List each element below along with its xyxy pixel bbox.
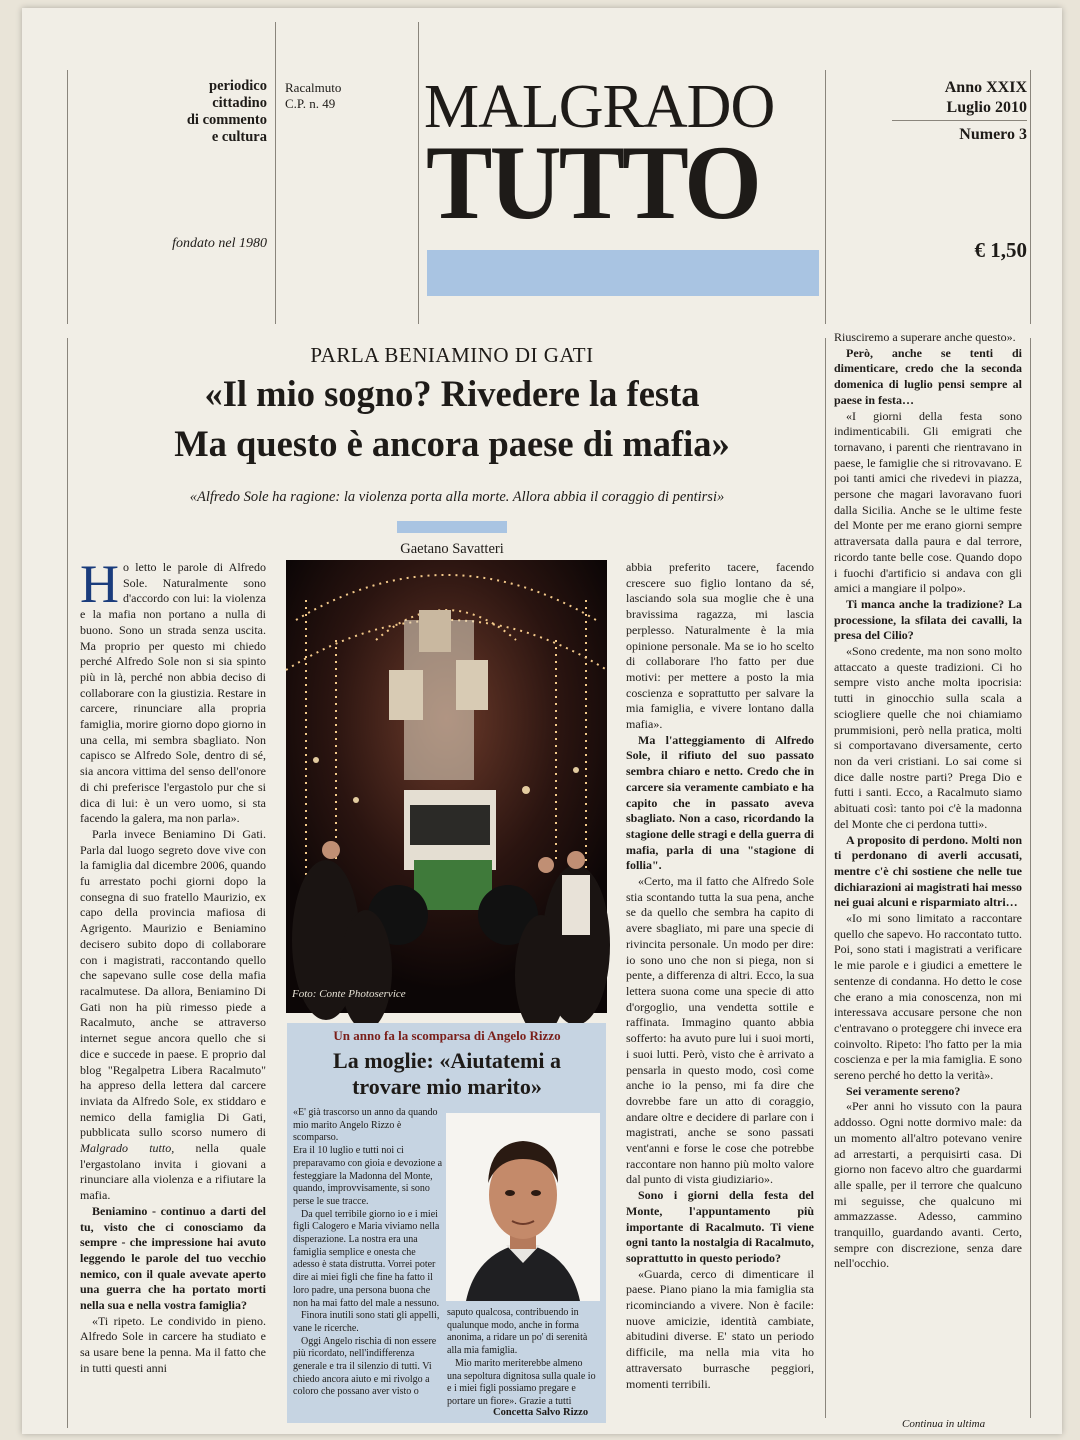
column-rule-right bbox=[1030, 338, 1031, 1418]
masthead-title-line1: MALGRADO bbox=[424, 73, 775, 141]
interview-question: Ti manca anche la tradizione? La processione, la sfilata dei cavalli, la presa del Cilio? bbox=[834, 596, 1022, 643]
article-column-1: Ho letto le parole di Alfredo Sole. Naturalmente sono d'accordo con lui: la violenza e la mafia non portano a nulla di buono. Sono un strada senza uscita. Ma proprio per questo mi chiedo perché Alfredo Sole non si sia spinto più in là, perché non abbia deciso di collaborare con la giustizia. Restare in carcere, rinunciare alla propria famiglia, morire giorno dopo giorno in una cella, mi sembra sbagliato. Non capisco se Alfredo Sole, dentro di sé, sia ancora vittima del senso dell'onore di chi preferisce l'ergastolo pur che si dica di lui: è un vero uomo, si sta facendo la galera, ma non parla». Parla invece Beniamino Di Gati. Parla dal luogo segreto dove vive con la famiglia dal dicembre 2006, quando fu arrestato pochi giorni dopo la consegna di suo fratello Maurizio, ex capo della provincia mafiosa di Agrigento. Maurizio e Beniamino decisero subito dopo di collaborare con i magistrati, raccontando quello che sapevano sulle cose della mafia racalmutese. Da allora, Beniamino Di Gati non ha più rimesso piede a Racalmuto, anche se attraverso internet segue ancora quello che si dice e succede in paese. E proprio dal blog "Regalpetra Libera Racalmuto" ha appreso della lettera dal carcere inviata da Alfredo Sole, ex stiddaro e nemico della famiglia Di Gati, pubblicata sullo scorso numero di Malgrado tutto, nella quale l'ergastolano invita i giovani a rinunciare alla violenza e a rifiutare la mafia. Beniamino - continuo a darti del tu, visto che ci conosciamo da sempre - che impressione hai avuto leggendo le parole del tuo vecchio nemico, con il quale avevate aperto una guerra che ha portato morti nella sua e nella vostra famiglia? «Ti ripeto. Le condivido in pieno. Alfredo Sole in carcere ha studiato e sa usare bene la penna. Ma il fatto che in tutti questi anni bbox=[80, 554, 266, 1375]
interview-question: Sei veramente sereno? bbox=[846, 1083, 961, 1098]
newspaper-page bbox=[22, 8, 1062, 1434]
price: € 1,50 bbox=[974, 238, 1027, 262]
portrait-photo bbox=[446, 1113, 600, 1301]
interview-question: Sono i giorni della festa del Monte, l'appuntamento più importante di Racalmuto. Ti viene ogni tanto la nostalgia di Racalmuto, soprattutto in questo periodo? bbox=[626, 1188, 815, 1265]
portrait-image bbox=[446, 1113, 600, 1301]
header-rule-left bbox=[67, 70, 68, 324]
article-column-4: Riusciremo a superare anche questo». Però, anche se tenti di dimenticare, credo che la seconda domenica di luglio pensi sempre al paese in festa… «I giorni della festa sono indimenticabili. Gli emigrati che tornavano, i parenti che rientravano in paese, le famiglie che si ritrovavano. E poi tanti amici che rivedevi in piazza, persone che magari lavoravano fuori dalla Sicilia. Anche se le ultime feste del Monte per me erano giorni sempre attraversata dalla paura e dal terrore, ricordo tante belle cose. Quando dopo i fuochi d'artificio si andava con gli amici a mangiare il polpo». Ti manca anche la tradizione? La processione, la sfilata dei cavalli, la presa del Cilio? «Sono credente, ma non sono molto attaccato a queste tradizioni. Ci ho sempre visto anche molta ipocrisia: tutti in ginocchio sulla scala a sciogliere quelle che noi chiamiamo prummisioni, però nella pratica, molti si comportavano diversamente, certo non da veri cristiani. Lo sai come si dice dalle nostre parti? Prega Dio e futti i santi. Ecco, a Racalmuto siamo abituati così: tanto poi c'è la madonna del Monte che ci perdona tutti». A proposito di perdono. Molti non ti perdonano di averli accusati, mentre c'è chi sostiene che nelle tue dichiarazioni ai magistrati hai messo nei guai alcuni e risparmiato altri… «Io mi sono limitato a raccontare quello che sapevo. Ho raccontato tutto. Poi, sono stati i magistrati a verificare le mie parole e i giudici a emettere le sentenze di condanna. Ho detto le cose che erano a mia conoscenza, non mi interessava accusare persone che non c'entravano o proteggere chi invece era coinvolto. Ripeto: l'ho fatto per la mia coscienza e per la mia famiglia. E sono sereno perché ho detto la verità». Sei veramente sereno? «Per anni ho vissuto con la paura addosso. Ogni notte dormivo male: da un momento all'altro potevano venire ad arrestarti, a perquisirti casa. Di giorno non facevo altro che guardarmi alle spalle, per il terrore che qualcuno mi seguisse, che qualcuno mi ammazzasse. Adesso, cammino tranquillo, guardando avanti. Certo, sempre con discrezione, senza dare nell'occhio. bbox=[834, 330, 1022, 1271]
festival-procession-image bbox=[286, 560, 607, 1013]
interview-question: Però, anche se tenti di dimenticare, credo che la seconda domenica di luglio pensi sempre al paese in festa… bbox=[834, 345, 1022, 407]
box-signature: Concetta Salvo Rizzo bbox=[493, 1407, 589, 1418]
founded-note: fondato nel 1980 bbox=[172, 236, 267, 251]
column-rule-left bbox=[67, 338, 68, 1428]
header-rule-3 bbox=[825, 70, 826, 324]
issue-info: Anno XXIX Luglio 2010 Numero 3 bbox=[882, 78, 1027, 145]
interview-question: A proposito di perdono. Molti non ti perdonano di averli accusati, mentre c'è chi sostiene che nelle tue dichiarazioni ai magistrati hai messo nei guai alcuni e risparmiato altri… bbox=[834, 832, 1022, 910]
festival-photo bbox=[286, 560, 607, 1013]
photo-credit: Foto: Conte Photoservice bbox=[292, 988, 406, 1000]
box-title: La moglie: «Aiutatemi a trovare mio marito» bbox=[333, 1048, 561, 1099]
headline-line2: Ma questo è ancora paese di mafia» bbox=[174, 423, 730, 464]
box-text-upper: «E' già trascorso un anno da quando mio marito Angelo Rizzo è scomparso. Era il 10 luglio e tutti noi ci preparavamo con gioia e devozione a festeggiare la Madonna del Monte, quando, improvvisamente, si sono perse le sue tracce. Da quel terribile giorno io e i miei figli Calogero e Maria viviamo nella disperazione. La nostra era una famiglia semplice e onesta che adesso è stata distrutta. Vorrei poter dire ai miei figli che fine ha fatto il loro padre, una persona buona che non ha mai fatto del male a nessuno. Finora inutili sono stati gli appelli, vane le ricerche. Oggi Angelo rischia di non essere più ricordato, nell'indifferenza generale e tra il silenzio di tutti. Vi chiedo ancora aiuto e mi rivolgo a coloro che possano aver visto o bbox=[293, 1107, 443, 1398]
article-column-3: abbia preferito tacere, facendo crescere suo figlio lontano da sé, lasciando sola sua moglie che è una bravissima ragazza, mi lascia perplesso. Naturalmente è la mia opinione personale. Ma se io ho scelto di collaborare l'ho fatto per due motivi: per mettere a posto la mia coscienza e soprattutto per salvare la mia famiglia, e vivere lontano dalla mafia». Ma l'atteggiamento di Alfredo Sole, il rifiuto del suo passato sembra chiaro e netto. Credo che in carcere sia veramente cambiato e ha capito che in passato aveva sbagliato. Non a caso, ricordando la stagione delle stragi e della guerra di mafia, parla di una "stagione di follia". «Certo, ma il fatto che Alfredo Sole stia scontando tutta la sua pena, anche se da quello che sembra ha capito di avere sbagliato, mi pare una specie di rivincita personale. Un modo per dire: io sono uno che non si piega, non si pente, a differenza di altri. Ecco, la sua lettera suona come una specie di atto d'orgoglio, una vendetta sottile e raffinata. Immagino quanto abbia sofferto: ha avuto pure lui i suoi morti, i suoi lutti. Però, visto che è arrivato a pensarla in questo modo, così come anche io la penso, mi fa dire che dovrebbe fare un atto di coraggio, andare oltre e decidere di parlare con i magistrati, anche se sono passati vent'anni e forse le cose che potrebbe raccontare non hanno più molto valore dal punto di vista giudiziario». Sono i giorni della festa del Monte, l'appuntamento più importante di Racalmuto. Ti viene ogni tanto la nostalgia di Racalmuto, soprattutto in questo periodo? «Guarda, cerco di dimenticare il paese. Piano piano la mia famiglia sta ricominciando a vivere. Non è facile: nuove amicizie, identità cambiate, abitudini diverse. E' stato un periodo difficile, ma nella mia vita ho attraversato burrasche peggiori, momenti terribili. bbox=[626, 560, 815, 1391]
continued-note: Continua in ultima bbox=[902, 1418, 986, 1430]
masthead-title-line2: TUTTO bbox=[426, 124, 759, 241]
byline: Gaetano Savatteri bbox=[400, 541, 504, 557]
tagline: periodico cittadino di commento e cultura bbox=[186, 78, 267, 145]
box-kicker: Un anno fa la scomparsa di Angelo Rizzo bbox=[333, 1028, 561, 1043]
header-rule-1 bbox=[275, 22, 276, 324]
box-text-lower: saputo qualcosa, contribuendo in qualunque modo, anche in forma anonima, a ridare un po' di serenità alla mia famiglia. Mio marito meriterebbe almeno una sepoltura dignitosa sulla quale io e i miei figli possiamo pregare e portare un fiore». Grazie a tutti bbox=[447, 1307, 596, 1407]
interview-question: Ma l'atteggiamento di Alfredo Sole, il rifiuto del suo passato sembra chiaro e netto. Credo che in carcere sia veramente cambiato e ha capito che in passato aveva sbagliato. Non a caso, ricordando la stagione delle stragi e della guerra di mafia, parla di una "stagione di follia". bbox=[626, 732, 814, 873]
header-rule-2 bbox=[418, 22, 419, 324]
header-rule-right bbox=[1030, 70, 1031, 324]
headline-line1: «Il mio sogno? Rivedere la festa bbox=[204, 373, 700, 414]
article-kicker: PARLA BENIAMINO DI GATI bbox=[310, 343, 594, 367]
column-rule-4 bbox=[825, 338, 826, 1418]
masthead-bar bbox=[427, 250, 819, 296]
dropcap: H bbox=[80, 554, 119, 614]
subheadline-bar bbox=[397, 521, 507, 533]
subheadline: «Alfredo Sole ha ragione: la violenza porta alla morte. Allora abbia il coraggio di pentirsi» bbox=[189, 489, 725, 505]
place-info: Racalmuto C.P. n. 49 bbox=[285, 80, 342, 111]
interview-question: Beniamino - continuo a darti del tu, visto che ci conosciamo da sempre - che impressione hai avuto leggendo le parole del tuo vecchio nemico, con il quale avevate aperto una guerra che ha portato morti nella sua e nella vostra famiglia? bbox=[80, 1203, 266, 1313]
